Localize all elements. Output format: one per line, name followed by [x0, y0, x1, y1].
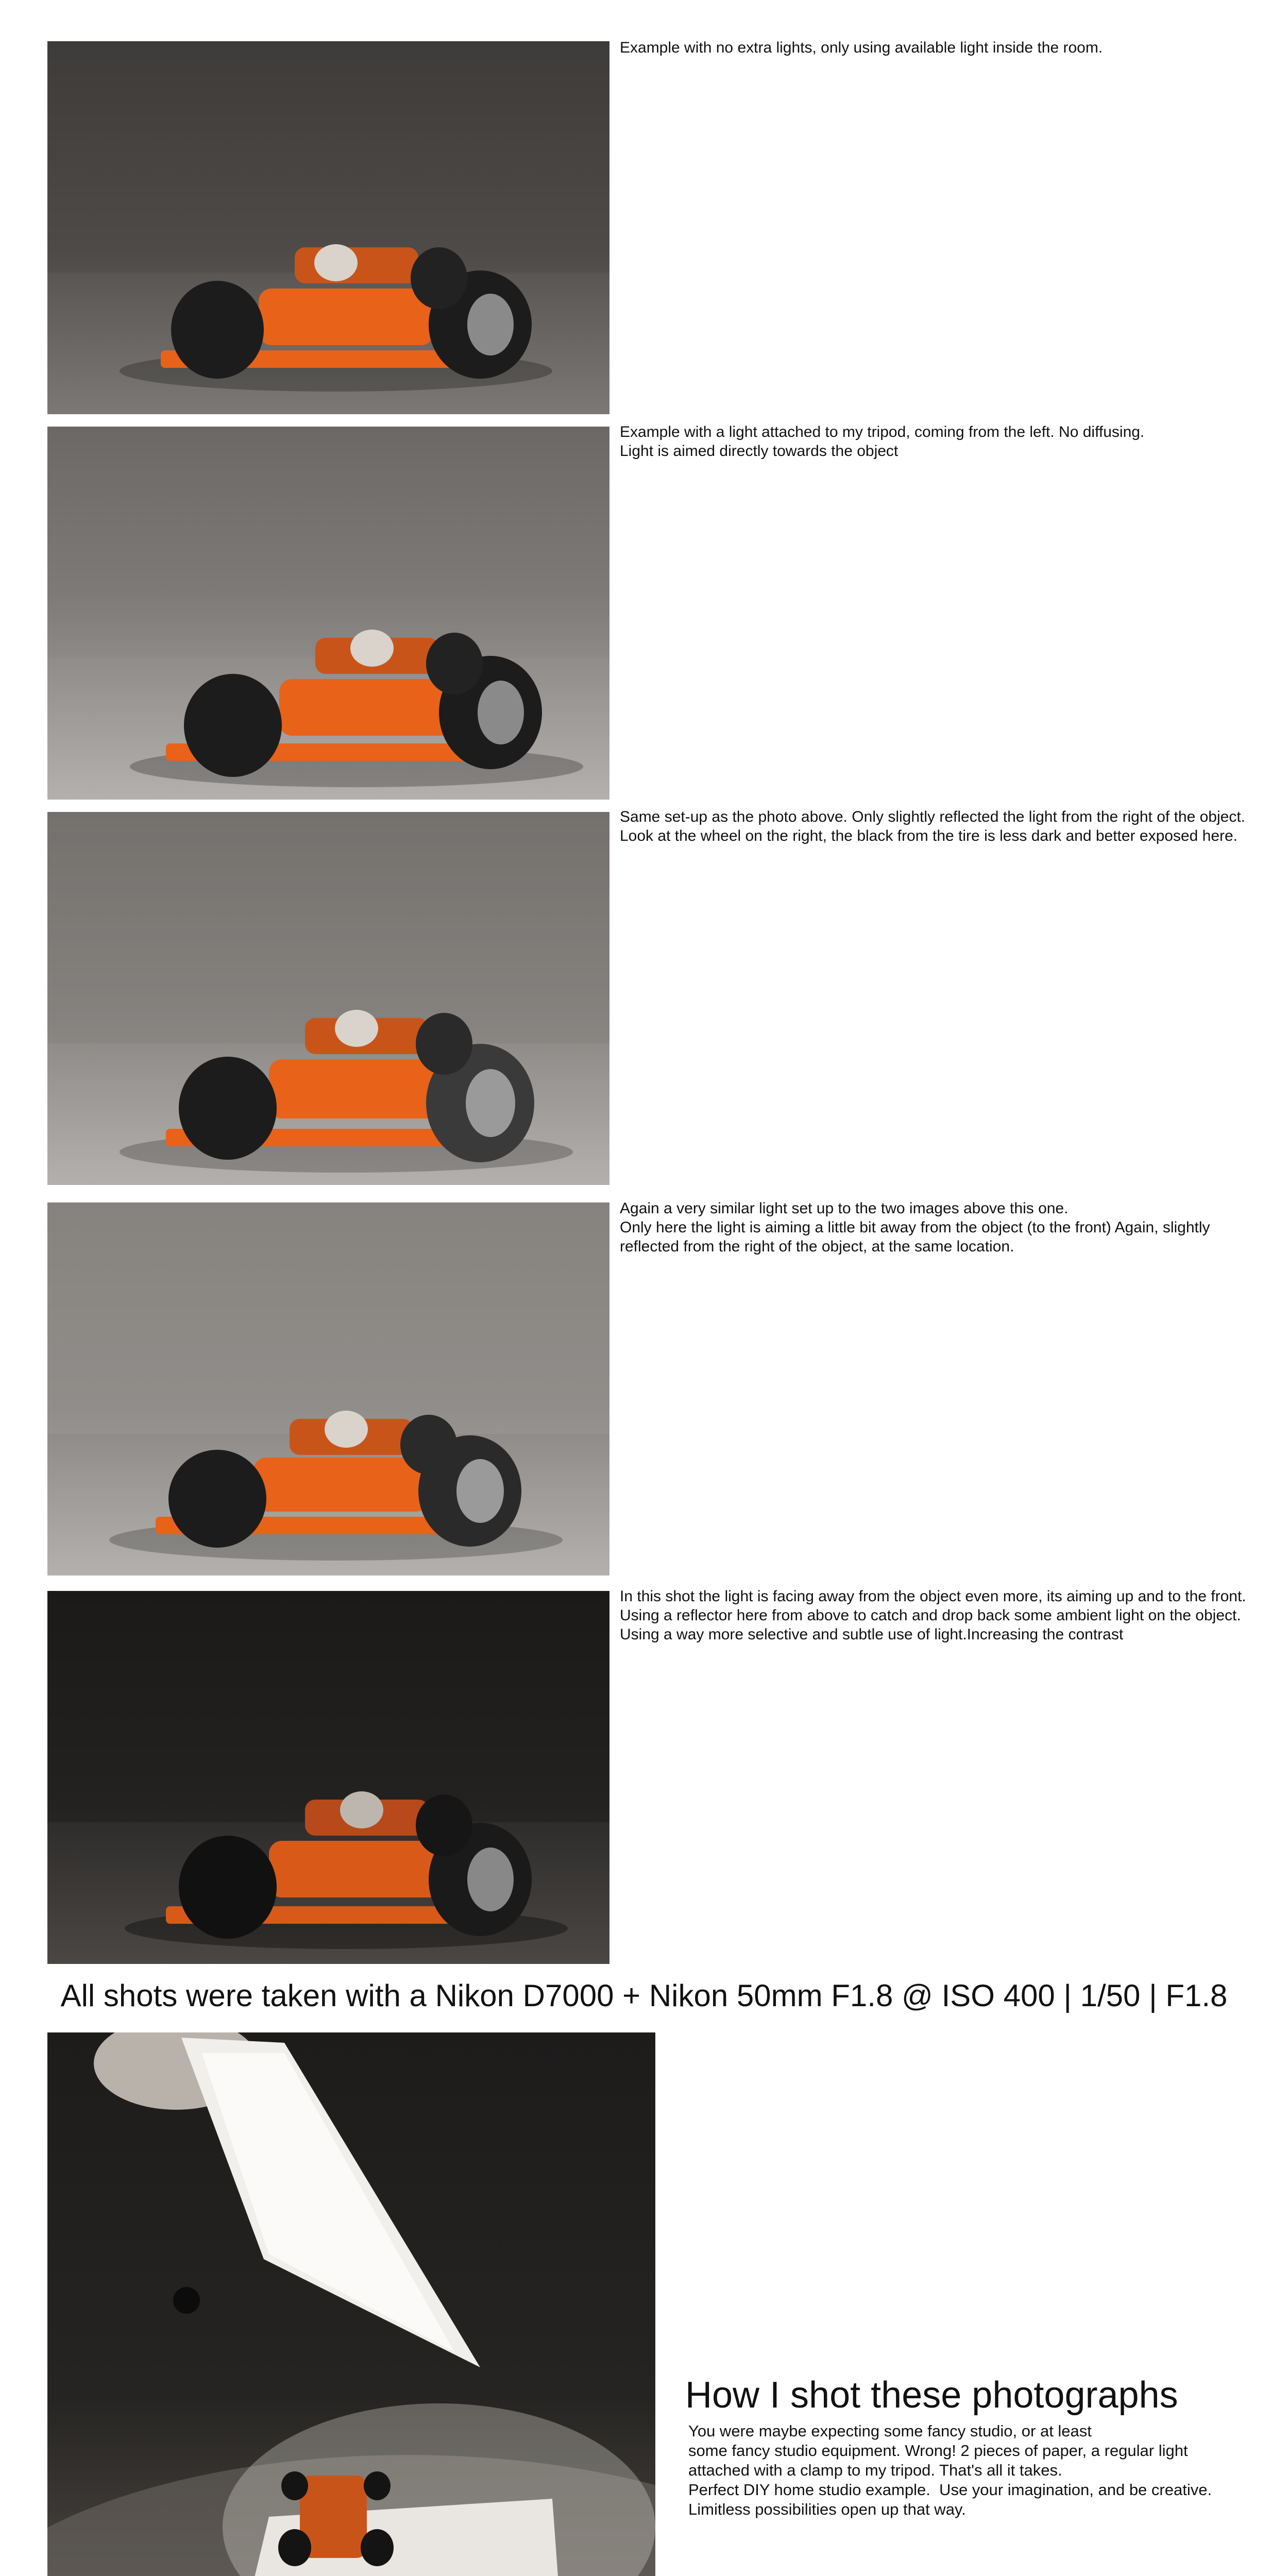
caption-line: Example with a light attached to my tripod, coming from the left. No diffusing. [620, 423, 1145, 440]
race-car-illustration [47, 427, 609, 800]
race-car-illustration [47, 1591, 609, 1964]
race-car-illustration [47, 1202, 609, 1575]
howto-line: You were maybe expecting some fancy studio, or at least [688, 2422, 1092, 2440]
caption-line: Look at the wheel on the right, the black from the tire is less dark and better exposed here. [620, 827, 1238, 844]
caption-line: Light is aimed directly towards the object [620, 443, 899, 460]
howto-title: How I shot these photographs [685, 2375, 1178, 2416]
howto-line: some fancy studio equipment. Wrong! 2 pieces of paper, a regular light [688, 2442, 1188, 2460]
caption-line: Example with no extra lights, only using available light inside the room. [620, 39, 1103, 56]
caption-line: reflected from the right of the object, at the same location. [620, 1238, 1014, 1255]
race-car-illustration [47, 41, 609, 414]
caption-line: Only here the light is aiming a little bit away from the object (to the front) Again, slightly [620, 1219, 1210, 1236]
caption-available-light [620, 38, 1269, 57]
photo-reflected-light [47, 812, 609, 1185]
caption-line: Again a very similar light set up to the two images above this one. [620, 1200, 1069, 1217]
caption-line: Same set-up as the photo above. Only slightly reflected the light from the right of the object. [620, 808, 1246, 825]
studio-setup-illustration [47, 2032, 655, 2576]
howto-line: Limitless possibilities open up that way. [688, 2500, 966, 2518]
photo-tripod-light-left [47, 427, 609, 800]
caption-tripod-light-left [620, 422, 1269, 461]
caption-line: Using a reflector here from above to catch and drop back some ambient light on the object. [620, 1607, 1241, 1624]
photo-available-light [47, 41, 609, 414]
caption-line: Using a way more selective and subtle use of light.Increasing the contrast [620, 1626, 1124, 1643]
howto-line: Perfect DIY home studio example. Use your imagination, and be creative. [688, 2481, 1212, 2499]
photo-light-aimed-front [47, 1202, 609, 1575]
caption-reflected-light [620, 807, 1269, 845]
caption-light-facing-away [620, 1587, 1269, 1644]
photo-light-facing-away [47, 1591, 609, 1964]
race-car-illustration [47, 812, 609, 1185]
howto-body [688, 2421, 1276, 2519]
howto-line: attached with a clamp to my tripod. That's all it takes. [688, 2461, 1062, 2479]
photo-studio-setup [47, 2032, 655, 2576]
camera-settings-line: All shots were taken with a Nikon D7000 + Nikon 50mm F1.8 @ ISO 400 | 1/50 | F1.8 [60, 1978, 1228, 2013]
caption-light-aimed-front [620, 1199, 1269, 1256]
caption-line: In this shot the light is facing away from the object even more, its aiming up and to the front. [620, 1588, 1246, 1605]
